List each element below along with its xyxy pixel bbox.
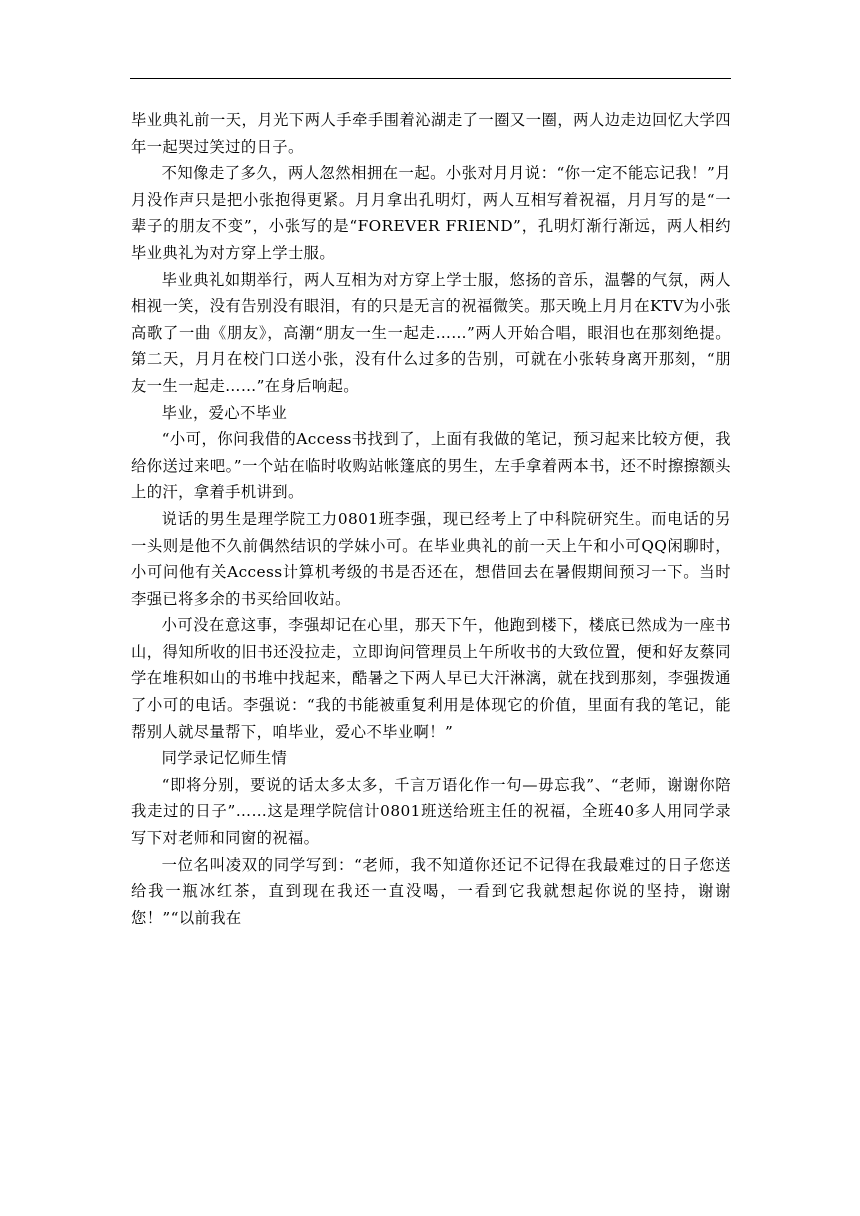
paragraph: “小可，你问我借的Access书找到了，上面有我做的笔记，预习起来比较方便，我给你送过来吧。”一个站在临时收购站帐篷底的男生，左手拿着两本书，还不时擦擦额头上的汗，拿着手机讲到。 [131, 430, 731, 502]
section-heading: 同学录记忆师生情 [161, 749, 288, 768]
paragraph: 小可没在意这事，李强却记在心里，那天下午，他跑到楼下，楼底已然成为一座书山，得知所收的旧书还没拉走，立即询问管理员上午所收书的大致位置，便和好友蔡同学在堆积如山的书堆中找起来，酷暑之下两人早已大汗淋漓，就在找到那刻，李强拨通了小可的电话。李强说：“我的书能被重复利用是体现它的价值，里面有我的笔记，能帮别人就尽量帮下，咱毕业，爱心不毕业啊！” [131, 616, 731, 741]
paragraph: 毕业典礼前一天，月光下两人手牵手围着沁湖走了一圈又一圈，两人边走边回忆大学四年一起哭过笑过的日子。 [131, 111, 731, 156]
header-rule [130, 78, 731, 79]
paragraph: 一位名叫凌双的同学写到：“老师，我不知道你还记不记得在我最难过的日子您送给我一瓶冰红茶，直到现在我还一直没喝，一看到它我就想起你说的坚持，谢谢您！”“以前我在 [131, 855, 731, 927]
paragraph: 毕业典礼如期举行，两人互相为对方穿上学士服，悠扬的音乐，温馨的气氛，两人相视一笑，没有告别没有眼泪，有的只是无言的祝福微笑。那天晚上月月在KTV为小张高歌了一曲《朋友》，高潮“朋友一生一起走……”两人开始合唱，眼泪也在那刻绝提。第二天，月月在校门口送小张，没有什么过多的告别，可就在小张转身离开那刻，“朋友一生一起走……”在身后响起。 [131, 270, 731, 395]
body-text [131, 107, 731, 931]
paragraph: “即将分别，要说的话太多太多，千言万语化作一句—毋忘我”、“老师，谢谢你陪我走过的日子”……这是理学院信计0801班送给班主任的祝福，全班40多人用同学录写下对老师和同窗的祝福。 [131, 775, 731, 848]
paragraph: 不知像走了多久，两人忽然相拥在一起。小张对月月说：“你一定不能忘记我！”月月没作声只是把小张抱得更紧。月月拿出孔明灯，两人互相写着祝福，月月写的是“一辈子的朋友不变”，小张写的是“FOREVER FRIEND”，孔明灯渐行渐远，两人相约毕业典礼为对方穿上学士服。 [131, 164, 731, 262]
section-heading: 毕业，爱心不毕业 [161, 403, 288, 422]
paragraph: 说话的男生是理学院工力0801班李强，现已经考上了中科院研究生。而电话的另一头则是他不久前偶然结识的学妹小可。在毕业典礼的前一天上午和小可QQ闲聊时，小可问他有关Access计算机考级的书是否还在，想借回去在暑假期间预习一下。当时李强已将多余的书买给回收站。 [131, 509, 731, 608]
